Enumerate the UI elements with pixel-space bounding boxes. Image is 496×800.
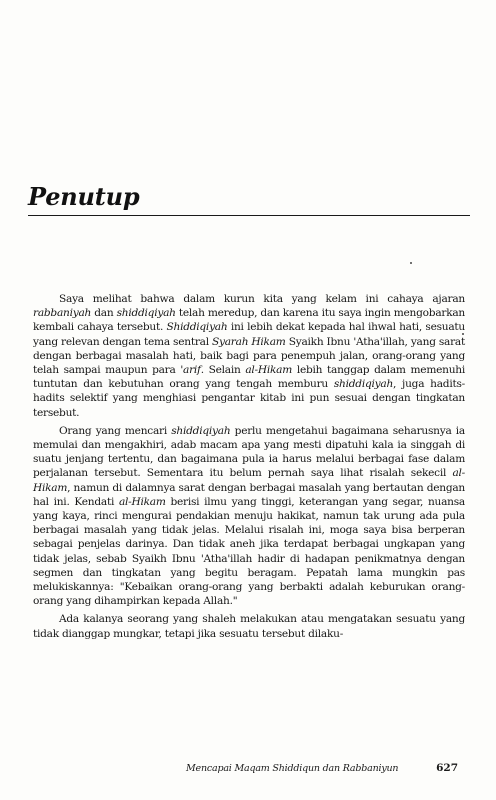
italic-term: shiddiqiyah — [171, 424, 231, 437]
running-title: Mencapai Maqam Shiddiqun dan Rabbaniyun — [186, 763, 399, 774]
italic-term: shiddiqiyah — [116, 307, 176, 320]
page-footer — [186, 763, 458, 774]
title-rule — [28, 215, 470, 216]
paragraph: Orang yang mencari shiddiqiyah perlu mengetahui bagaimana seharusnya ia memulai dan mengakhiri, adab macam apa yang mesti dipatuhi kala ia singgah di suatu jenjang tertentu, dan bagaimana pula ia harus melalui berbagai fase dalam perjalanan tersebut. Sementara itu belum pernah saya lihat risalah sekecil al-Hikam, namun di dalamnya sarat dengan berbagai masalah yang bertautan dengan hal ini. Kendati al-Hikam berisi ilmu yang tinggi, keterangan yang segar, nuansa yang kaya, rinci mengurai pendakian menuju hakikat, namun tak urung ada pula berbagai masalah yang tidak jelas. Melalui risalah ini, moga saya bisa berperan sebagai penjelas darinya. Dan tidak aneh jika terdapat berbagai ungkapan yang tidak jelas, sebab Syaikh Ibnu 'Atha'illah hadir di hadapan penikmatnya dengan segmen dan tingkatan yang begitu beragam. Pepatah lama mungkin pas melukiskannya: "Kebaikan orang-orang yang berbakti adalah keburukan orang-orang yang dihampirkan kepada Allah." — [33, 424, 465, 608]
page-number: 627 — [436, 762, 458, 774]
italic-term: shiddiqiyah — [333, 378, 394, 391]
italic-term: Syarah Hikam — [212, 335, 286, 348]
chapter-title: Penutup — [28, 182, 140, 211]
italic-term: rabbaniyah — [33, 307, 92, 320]
paragraph: Ada kalanya seorang yang shaleh melakukan atau mengatakan sesuatu yang tidak dianggap mungkar, tetapi jika sesuatu tersebut dilaku- — [33, 613, 465, 640]
italic-term: Shiddiqiyah — [166, 321, 228, 334]
italic-term: al-Hikam — [33, 467, 465, 494]
italic-term: 'arif — [180, 364, 201, 377]
italic-term: al-Hikam — [245, 364, 293, 377]
scan-speck — [410, 262, 412, 264]
body-text — [33, 292, 465, 641]
italic-term: al-Hikam — [118, 495, 166, 508]
paragraph: Saya melihat bahwa dalam kurun kita yang kelam ini cahaya ajaran rabbaniyah dan shiddiqiyah telah meredup, dan karena itu saya ingin mengobarkan kembali cahaya tersebut. Shiddiqiyah ini lebih dekat kepada hal ihwal hati, sesuatu yang relevan dengan tema sentral Syarah Hikam Syaikh Ibnu 'Atha'illah, yang sarat dengan berbagai masalah hati, baik bagi para penempuh jalan, orang-orang yang telah sampai maupun para 'arif. Selain al-Hikam lebih tanggap dalam memenuhi tuntutan dan kebutuhan orang yang tengah memburu shiddiqiyah, juga hadits-hadits selektif yang menghiasi pengantar kitab ini pun sesuai dengan tingkatan tersebut. — [33, 293, 466, 419]
